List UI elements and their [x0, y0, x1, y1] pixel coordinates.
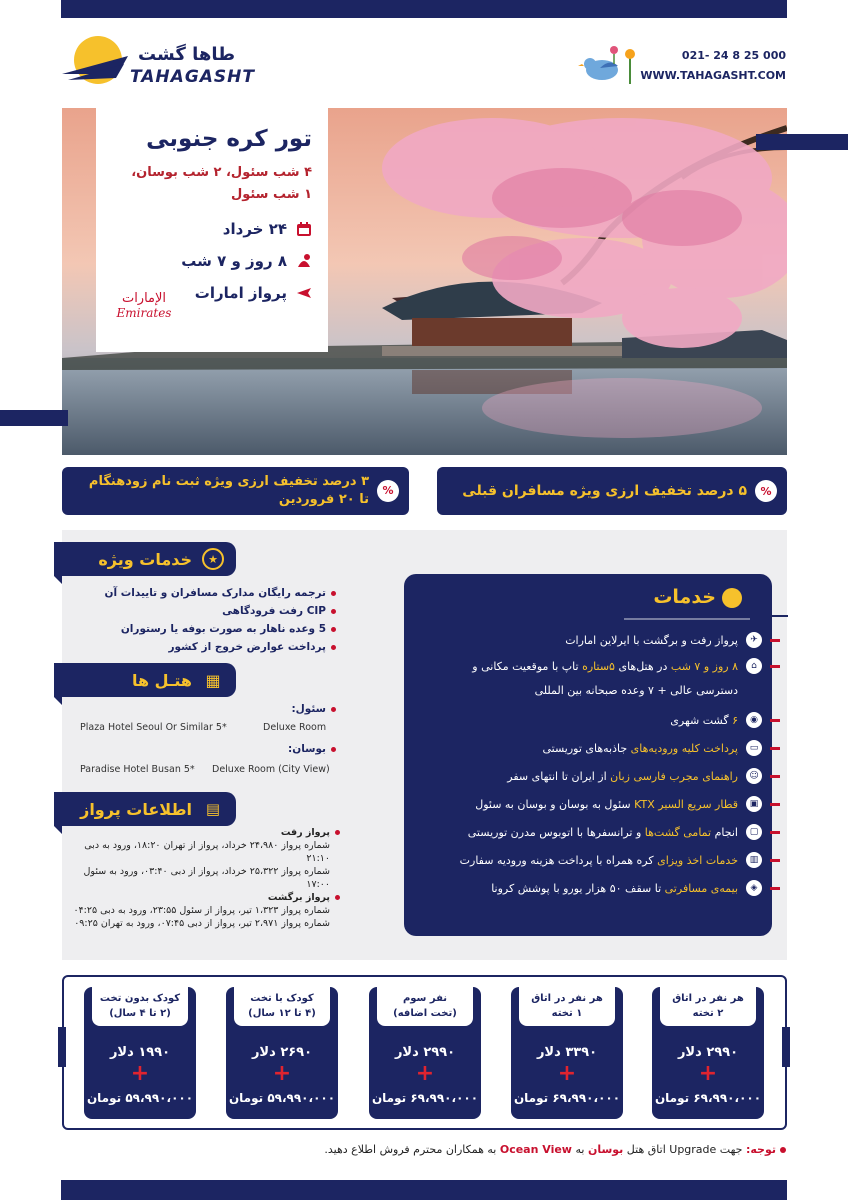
- website: WWW.TAHAGASHT.COM: [640, 69, 786, 82]
- service-text: [475, 798, 738, 811]
- tour-itinerary: [110, 162, 312, 206]
- price-usd: ۲۶۹۰ دلار: [251, 1045, 313, 1060]
- service-highlight: خدمات اخذ ویزای: [657, 853, 738, 867]
- flight-info-title: اطلاعات پرواز: [80, 799, 192, 819]
- tour-duration-text: ۸ روز و ۷ شب: [181, 252, 287, 270]
- price-toman: ۵۹،۹۹۰،۰۰۰ تومان: [228, 1091, 336, 1105]
- price-card-header: [660, 986, 756, 1026]
- service-dash: [770, 859, 780, 862]
- price-card-subtitle: (تخت اضافه): [393, 1008, 457, 1019]
- logo-text-en: TAHAGASHT: [130, 67, 255, 87]
- price-card-single: [511, 987, 623, 1119]
- service-text-part: در هتل‌های: [614, 659, 671, 673]
- header-fold: [54, 576, 62, 584]
- price-card-title: کودک با تخت: [250, 993, 314, 1004]
- service-highlight: ۵ستاره: [582, 659, 615, 673]
- promo-previous-travelers: [437, 467, 787, 515]
- hotel-city-busan: [256, 740, 336, 758]
- hotel-city-seoul: [256, 700, 336, 718]
- special-services-title: خدمات ویژه: [98, 549, 192, 569]
- service-item-hotel: [414, 658, 762, 674]
- logo: [58, 34, 255, 96]
- service-text: [460, 854, 738, 867]
- note-text: به: [571, 1143, 588, 1156]
- price-card-header: [92, 986, 188, 1026]
- price-toman: ۶۹،۹۹۰،۰۰۰ تومان: [654, 1091, 762, 1105]
- plus-icon: +: [415, 1061, 435, 1086]
- plane-icon: ✈: [746, 632, 762, 648]
- accent-bar-right: [756, 134, 848, 150]
- services-title: [653, 586, 742, 608]
- accent-bar-left: [0, 410, 68, 426]
- tour-date-text: ۲۴ خرداد: [222, 220, 287, 238]
- special-services-list: [36, 584, 336, 656]
- plus-icon: +: [557, 1061, 577, 1086]
- price-card-title: هر نفر در اتاق: [531, 993, 603, 1004]
- logo-text-fa: طاها گشت: [138, 44, 236, 65]
- service-highlight: راهنمای مجرب فارسی زبان: [610, 769, 738, 783]
- hand-coin-icon: [722, 588, 742, 608]
- outbound-leg-1: شماره پرواز ۲۴،۹۸۰ خرداد، پرواز از تهران ۱۸:۲۰، ورود به دبی ۲۱:۱۰: [84, 840, 330, 864]
- service-highlight: تمامی گشت‌ها: [644, 825, 712, 839]
- tour-flight-text: پرواز امارات: [194, 284, 287, 302]
- service-dash: [770, 747, 780, 750]
- bullet-icon: [780, 1147, 786, 1153]
- service-text: دسترسی عالی + ۷ وعده صبحانه بین المللی: [534, 684, 738, 697]
- special-services-header: [54, 542, 236, 576]
- train-icon: ▣: [746, 796, 762, 812]
- service-text: [542, 742, 738, 755]
- service-dash: [770, 831, 780, 834]
- service-text: [491, 882, 738, 895]
- price-card-child-bed: [226, 987, 338, 1119]
- service-item-guide: [414, 768, 762, 784]
- service-text: [670, 714, 738, 727]
- bird-icon: [578, 44, 644, 84]
- itinerary-line-1: ۴ شب سئول، ۲ شب بوسان،: [131, 165, 312, 180]
- price-card-title: کودک بدون تخت: [99, 993, 181, 1004]
- service-text: [507, 770, 738, 783]
- percent-icon: %: [755, 480, 777, 502]
- list-item: پرداخت عوارض خروج از کشور: [36, 638, 336, 656]
- price-usd: ۱۹۹۰ دلار: [109, 1045, 171, 1060]
- return-leg-2: شماره پرواز ۲،۹۷۱ تیر، پرواز از دبی ۰۷:۴۵، ورود به تهران ۰۹:۲۵: [74, 918, 330, 929]
- note-text: جهت Upgrade اتاق هتل: [623, 1143, 746, 1156]
- ticket-icon: ▭: [746, 740, 762, 756]
- visa-icon: ▥: [746, 852, 762, 868]
- price-side-tab-right: [782, 1027, 790, 1067]
- outbound-leg-2: شماره پرواز ۲۵،۳۲۲ خرداد، پرواز از دبی ۰۳:۴۰، ورود به سئول ۱۷:۰۰: [83, 866, 330, 890]
- services-title-text: خدمات: [653, 586, 716, 608]
- service-highlight: بیمه‌ی مسافرتی: [664, 881, 738, 895]
- calendar-icon: [295, 221, 312, 238]
- service-dash: [770, 775, 780, 778]
- services-box: [404, 574, 772, 936]
- note-view: Ocean View: [499, 1143, 572, 1156]
- service-highlight: ۶: [732, 713, 738, 727]
- price-card-header: [234, 986, 330, 1026]
- service-text: [468, 826, 738, 839]
- price-card-title: نفر سوم: [402, 993, 448, 1004]
- price-card-subtitle: ۲ تخته: [692, 1008, 724, 1019]
- outbound-label: پرواز رفت: [72, 826, 340, 839]
- promo-text-line-2: تا ۲۰ فروردین: [278, 492, 369, 507]
- bus-icon: ▢: [746, 824, 762, 840]
- service-highlight: قطار سریع السیر KTX: [634, 797, 738, 811]
- service-text-part: و ترانسفرها با اتوبوس مدرن توریستی: [467, 825, 645, 839]
- tour-title: تور کره جنوبی: [146, 126, 312, 152]
- price-side-tab-left: [58, 1027, 66, 1067]
- promo-text: [89, 473, 369, 509]
- service-item-insurance: [414, 880, 762, 896]
- hotel-name-seoul: Plaza Hotel Seoul Or Similar 5*: [80, 722, 227, 733]
- upgrade-note: [324, 1143, 786, 1156]
- service-text-part: تا سقف ۵۰ هزار یورو با پوشش کرونا: [491, 881, 665, 895]
- header-fold: [54, 697, 62, 705]
- hotel-city-label: سئول:: [256, 700, 336, 718]
- list-item: ترجمه رایگان مدارک مسافران و تاییدات آن: [36, 584, 336, 602]
- return-label: پرواز برگشت: [72, 891, 340, 904]
- price-table: [62, 975, 787, 1130]
- price-card-subtitle: (۴ تا ۱۲ سال): [248, 1008, 316, 1019]
- logo-mark-icon: [58, 34, 130, 90]
- hotels-title: هتـل ها: [131, 670, 192, 690]
- shield-icon: ◈: [746, 880, 762, 896]
- return-leg-1: شماره پرواز ۱،۳۲۳ تیر، پرواز از سئول ۲۳:۵۵، ورود به دبی ۰۴:۲۵: [73, 905, 330, 916]
- service-dash: [770, 719, 780, 722]
- note-label: توجه:: [745, 1143, 776, 1156]
- top-bar: [61, 0, 787, 18]
- price-card-double: [652, 987, 764, 1119]
- bottom-bar: [61, 1180, 787, 1200]
- hotels-header: [54, 663, 236, 697]
- service-dash: [770, 803, 780, 806]
- plus-icon: +: [698, 1061, 718, 1086]
- price-card-title: هر نفر در اتاق: [672, 993, 744, 1004]
- flight-info-details: [72, 826, 340, 930]
- list-item: CIP رفت فرودگاهی: [36, 602, 336, 620]
- service-text-part: گشت شهری: [670, 713, 733, 727]
- price-card-child-no-bed: [84, 987, 196, 1119]
- service-item-train: [414, 796, 762, 812]
- plus-icon: +: [130, 1061, 150, 1086]
- service-dash: [770, 639, 780, 642]
- flight-info-header: [54, 792, 236, 826]
- contact-info: [640, 46, 786, 86]
- price-card-header: [377, 986, 473, 1026]
- building-icon: ▦: [205, 670, 221, 690]
- service-highlight: ۸ روز و ۷ شب: [670, 659, 738, 673]
- price-toman: ۵۹،۹۹۰،۰۰۰ تومان: [86, 1091, 194, 1105]
- service-text-part: انجام: [711, 825, 738, 839]
- tour-date: [110, 220, 312, 238]
- service-text-part: کره همراه با پرداخت هزینه ورودیه سفارت: [459, 853, 658, 867]
- service-text-part: از ایران تا انتهای سفر: [507, 769, 611, 783]
- service-text: [472, 660, 738, 673]
- service-dash: [770, 887, 780, 890]
- title-underline: [624, 618, 750, 620]
- service-item-flight: [414, 632, 762, 648]
- price-toman: ۶۹،۹۹۰،۰۰۰ تومان: [513, 1091, 621, 1105]
- tour-summary-card: [96, 108, 328, 352]
- services-accent-line: [770, 615, 788, 617]
- service-item-city-tour: [414, 712, 762, 728]
- badge-icon: ★: [202, 548, 224, 570]
- hotel-icon: ⌂: [746, 658, 762, 674]
- emirates-logo-en: Emirates: [116, 306, 172, 320]
- note-city: بوسان: [587, 1143, 624, 1156]
- service-item-hotel-cont: [414, 684, 762, 697]
- guide-icon: ☺: [746, 768, 762, 784]
- price-usd: ۳۳۹۰ دلار: [536, 1045, 598, 1060]
- service-item-tickets: [414, 740, 762, 756]
- price-card-header: [519, 986, 615, 1026]
- list-item: 5 وعده ناهار به صورت بوفه یا رستوران: [36, 620, 336, 638]
- service-item-bus: [414, 824, 762, 840]
- header-fold: [54, 826, 62, 834]
- plus-icon: +: [272, 1061, 292, 1086]
- service-text-part: سئول به بوسان و بوسان به سئول: [475, 797, 635, 811]
- percent-icon: %: [377, 480, 399, 502]
- moon-sun-icon: [295, 253, 312, 270]
- price-card-third-person: [369, 987, 481, 1119]
- tour-duration: [110, 252, 312, 270]
- service-text: پرواز رفت و برگشت با ایرلاین امارات: [565, 633, 738, 647]
- service-text-part: جاذبه‌های توریستی: [542, 741, 631, 755]
- service-item-visa: [414, 852, 762, 868]
- service-text-part: تاپ با موقعیت مکانی و: [472, 659, 583, 673]
- emirates-logo: [114, 291, 174, 320]
- promo-text-line-1: ۳ درصد تخفیف ارزی ویژه ثبت نام زودهنگام: [88, 474, 369, 489]
- price-usd: ۲۹۹۰ دلار: [677, 1045, 739, 1060]
- price-card-subtitle: (۲ تا ۴ سال): [109, 1008, 171, 1019]
- hotel-room-busan: Deluxe Room (City View): [212, 764, 330, 775]
- hotel-city-label: بوسان:: [256, 740, 336, 758]
- itinerary-line-2: ۱ شب سئول: [230, 187, 312, 202]
- camera-icon: ◉: [746, 712, 762, 728]
- document-icon: ▤: [205, 800, 221, 818]
- promo-early-registration: [62, 467, 409, 515]
- emirates-logo-fa: الإمارات: [121, 291, 167, 306]
- note-text: به همکاران محترم فروش اطلاع دهید.: [324, 1143, 500, 1156]
- service-highlight: پرداخت کلیه ورودیه‌های: [630, 741, 738, 755]
- promo-text: ۵ درصد تخفیف ارزی ویژه مسافران قبلی: [462, 483, 747, 499]
- airplane-icon: [295, 285, 312, 302]
- phone-number: 021- 24 8 25 000: [681, 49, 786, 62]
- price-usd: ۲۹۹۰ دلار: [394, 1045, 456, 1060]
- hotel-room-seoul: Deluxe Room: [263, 722, 327, 733]
- price-card-subtitle: ۱ تخته: [551, 1008, 583, 1019]
- service-dash: [770, 665, 780, 668]
- price-toman: ۶۹،۹۹۰،۰۰۰ تومان: [371, 1091, 479, 1105]
- hotel-name-busan: Paradise Hotel Busan 5*: [80, 764, 195, 775]
